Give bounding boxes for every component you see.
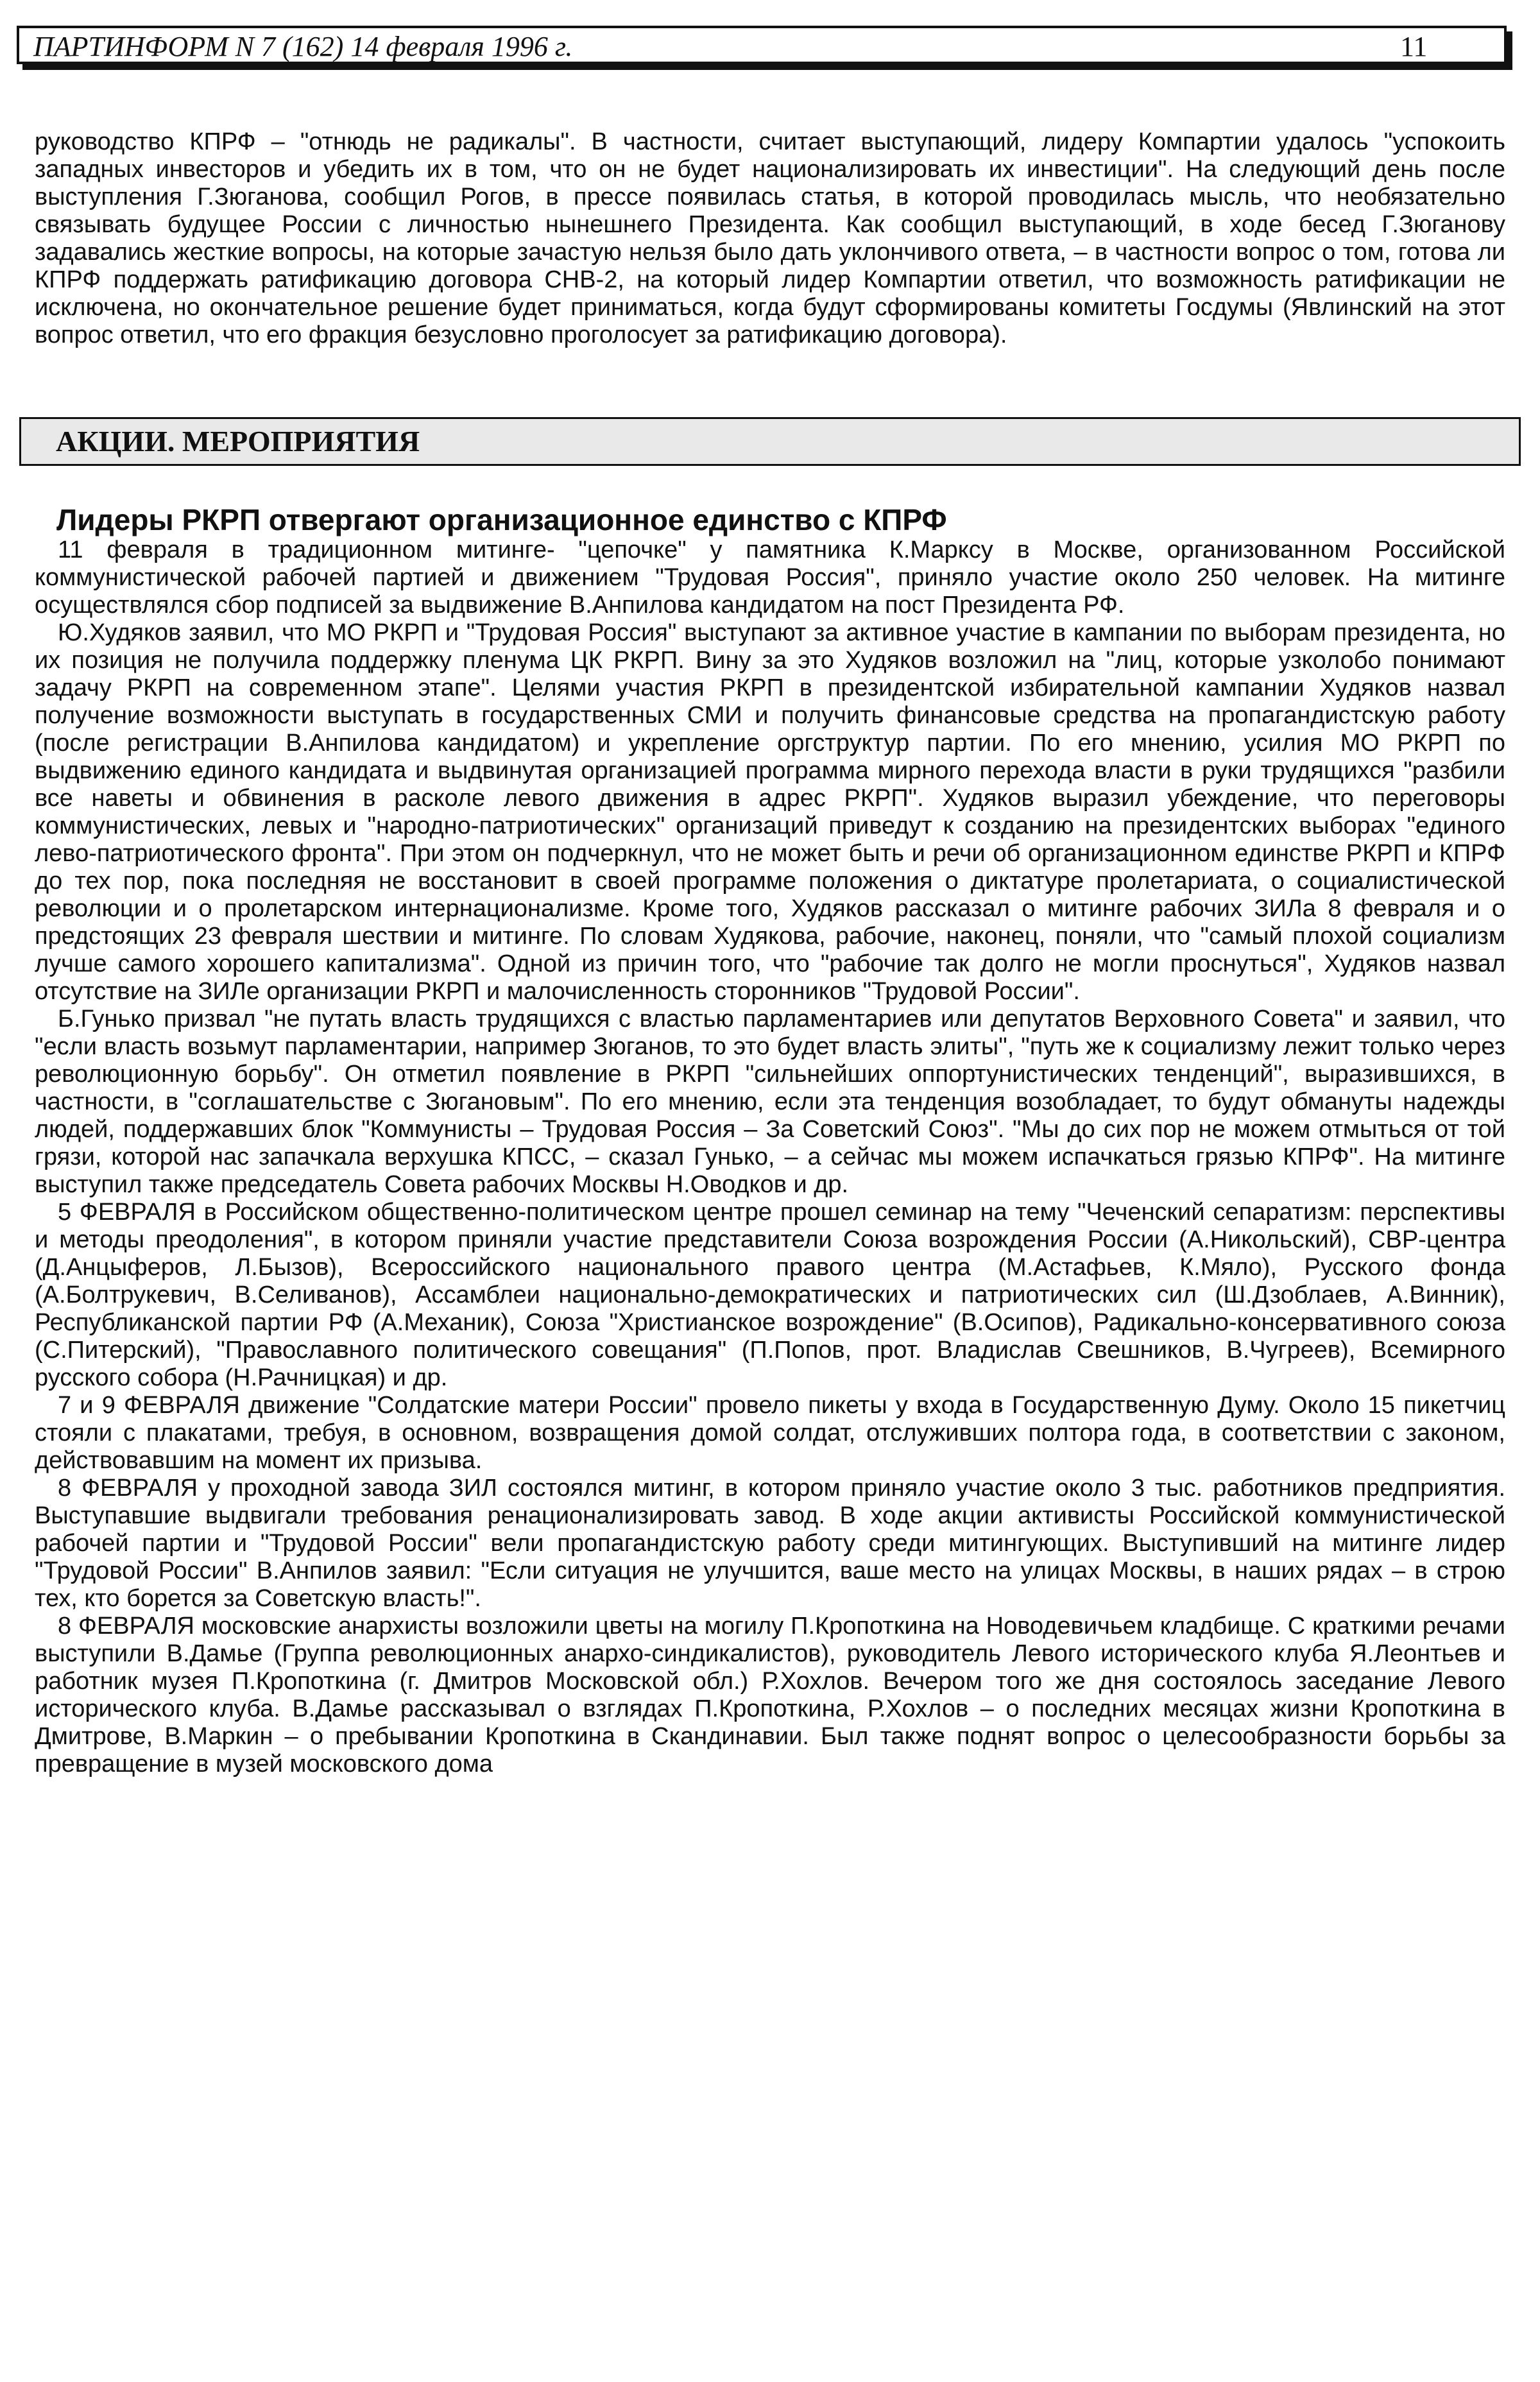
page-content xyxy=(35,128,1505,1778)
article-paragraph: 11 февраля в традиционном митинге- "цепочке" у памятника К.Марксу в Москве, организованном Российской коммунистической рабочей партией и движением "Трудовая Россия", приняло участие около 250 человек. На митинге осуществлялся сбор подписей за выдвижение В.Анпилова кандидатом на пост Президента РФ. xyxy=(35,536,1505,619)
news-item: 7 и 9 ФЕВРАЛЯ движение "Солдатские матери России" провело пикеты у входа в Государственную Думу. Около 15 пикетчиц стояли с плакатами, требуя, в основном, возвращения домой солдат, отслуживших полтора года, в соответствии с законом, действовавшим на момент их призыва. xyxy=(35,1392,1505,1474)
intro-paragraph: руководство КПРФ – "отнюдь не радикалы". В частности, считает выступающий, лидеру Компартии удалось "успокоить западных инвесторов и убедить их в том, что он не будет национализировать их инвестиции". На следующий день после выступления Г.Зюганова, сообщил Рогов, в прессе появилась статья, в которой проводилась мысль, что необязательно связывать будущее России с личностью нынешнего Президента. Как сообщил выступающий, в ходе бесед Г.Зюганову задавались жесткие вопросы, на которые зачастую нельзя было дать уклончивого ответа, – в частности вопрос о том, готова ли КПРФ поддержать ратификацию договора СНВ-2, на который лидер Компартии ответил, что возможность ратификации не исключена, но окончательное решение будет приниматься, когда будут сформированы комитеты Госдумы (Явлинский на этот вопрос ответил, что его фракция безусловно проголосует за ратификацию договора). xyxy=(35,128,1505,348)
article xyxy=(35,503,1505,1199)
publication-title: ПАРТИНФОРМ N 7 (162) 14 февраля 1996 г. xyxy=(33,31,573,62)
page-number: 11 xyxy=(1400,31,1428,62)
article-title: Лидеры РКРП отвергают организационное единство с КПРФ xyxy=(56,503,947,536)
article-paragraph: Ю.Худяков заявил, что МО РКРП и "Трудовая Россия" выступают за активное участие в кампании по выборам президента, но их позиция не получила поддержку пленума ЦК РКРП. Вину за это Худяков возложил на "лиц, которые узколобо понимают задачу РКРП на современном этапе". Целями участия РКРП в президентской избирательной кампании Худяков назвал получение возможности выступать в государственных СМИ и получить финансовые средства на пропагандистскую работу (после регистрации В.Анпилова кандидатом) и укрепление оргструктур партии. По его мнению, усилия МО РКРП по выдвижению единого кандидата и выдвинутая организацией программа мирного перехода власти в руки трудящихся "разбили все наветы и обвинения в расколе левого движения в адрес РКРП". Худяков выразил убеждение, что переговоры коммунистических, левых и "народно-патриотических" организаций приведут к созданию на президентских выборах "единого лево-патриотического фронта". При этом он подчеркнул, что не может быть и речи об организационном единстве РКРП и КПРФ до тех пор, пока последняя не восстановит в своей программе положения о диктатуре пролетариата, о социалистической революции и о пролетарском интернационализме. Кроме того, Худяков рассказал о митинге рабочих ЗИЛа 8 февраля и о предстоящих 23 февраля шествии и митинге. По словам Худякова, рабочие, наконец, поняли, что "самый плохой социализм лучше самого хорошего капитализма". Одной из причин того, что "рабочие так долго не могли проснуться", Худяков назвал отсутствие на ЗИЛе организации РКРП и малочисленность сторонников "Трудовой России". xyxy=(35,619,1505,1005)
section-title: АКЦИИ. МЕРОПРИЯТИЯ xyxy=(56,425,420,458)
page-header xyxy=(17,26,1507,64)
news-item: 8 ФЕВРАЛЯ московские анархисты возложили цветы на могилу П.Кропоткина на Новодевичьем кладбище. С краткими речами выступили В.Дамье (Группа революционных анархо-синдикалистов), руководитель Левого исторического клуба Я.Леонтьев и работник музея П.Кропоткина (г. Дмитров Московской обл.) Р.Хохлов. Вечером того же дня состоялось заседание Левого исторического клуба. В.Дамье рассказывал о взглядах П.Кропоткина, Р.Хохлов – о последних месяцах жизни Кропоткина в Дмитрове, В.Маркин – о пребывании Кропоткина в Скандинавии. Был также поднят вопрос о целесообразности борьбы за превращение в музей московского дома xyxy=(35,1613,1505,1778)
article-paragraph: Б.Гунько призвал "не путать власть трудящихся с властью парламентариев или депутатов Верховного Совета" и заявил, что "если власть возьмут парламентарии, например Зюганов, то это будет власть элиты", "путь же к социализму лежит только через революционную борьбу". Он отметил появление в РКРП "сильнейших оппортунистических тенденций", выразившихся, в частности, в "соглашательстве с Зюгановым". По его мнению, если эта тенденция возобладает, то будут обмануты надежды людей, поддержавших блок "Коммунисты – Трудовая Россия – За Советский Союз". "Мы до сих пор не можем отмыться от той грязи, которой нас запачкала верхушка КПСС, – сказал Гунько, – а сейчас мы можем испачкаться грязью КПРФ". На митинге выступил также председатель Совета рабочих Москвы Н.Оводков и др. xyxy=(35,1006,1505,1198)
section-heading-bar xyxy=(19,417,1521,466)
news-item: 5 ФЕВРАЛЯ в Российском общественно-политическом центре прошел семинар на тему "Чеченский сепаратизм: перспективы и методы преодоления", в котором приняли участие представители Союза возрождения России (А.Никольский), СВР-центра (Д.Анцыферов, Л.Бызов), Всероссийского национального правого центра (М.Астафьев, К.Мяло), Русского фонда (А.Болтрукевич, В.Селиванов), Ассамблеи национально-демократических и патриотических сил (Ш.Дзоблаев, А.Винник), Республиканской партии РФ (А.Механик), Союза "Христианское возрождение" (В.Осипов), Радикально-консервативного союза (С.Питерский), "Православного политического совещания" (П.Попов, прот. Владислав Свешников, В.Чугреев), Всемирного русского собора (Н.Рачницкая) и др. xyxy=(35,1199,1505,1391)
news-item: 8 ФЕВРАЛЯ у проходной завода ЗИЛ состоялся митинг, в котором приняло участие около 3 тыс. работников предприятия. Выступавшие выдвигали требования ренационализировать завод. В ходе акции активисты Российской коммунистической рабочей партии и "Трудовой России" вели пропагандистскую работу среди митингующих. Выступивший на митинге лидер "Трудовой России" В.Анпилов заявил: "Если ситуация не улучшится, ваше место на улицах Москвы, в наших рядах – в строю тех, кто борется за Советскую власть!". xyxy=(35,1475,1505,1612)
